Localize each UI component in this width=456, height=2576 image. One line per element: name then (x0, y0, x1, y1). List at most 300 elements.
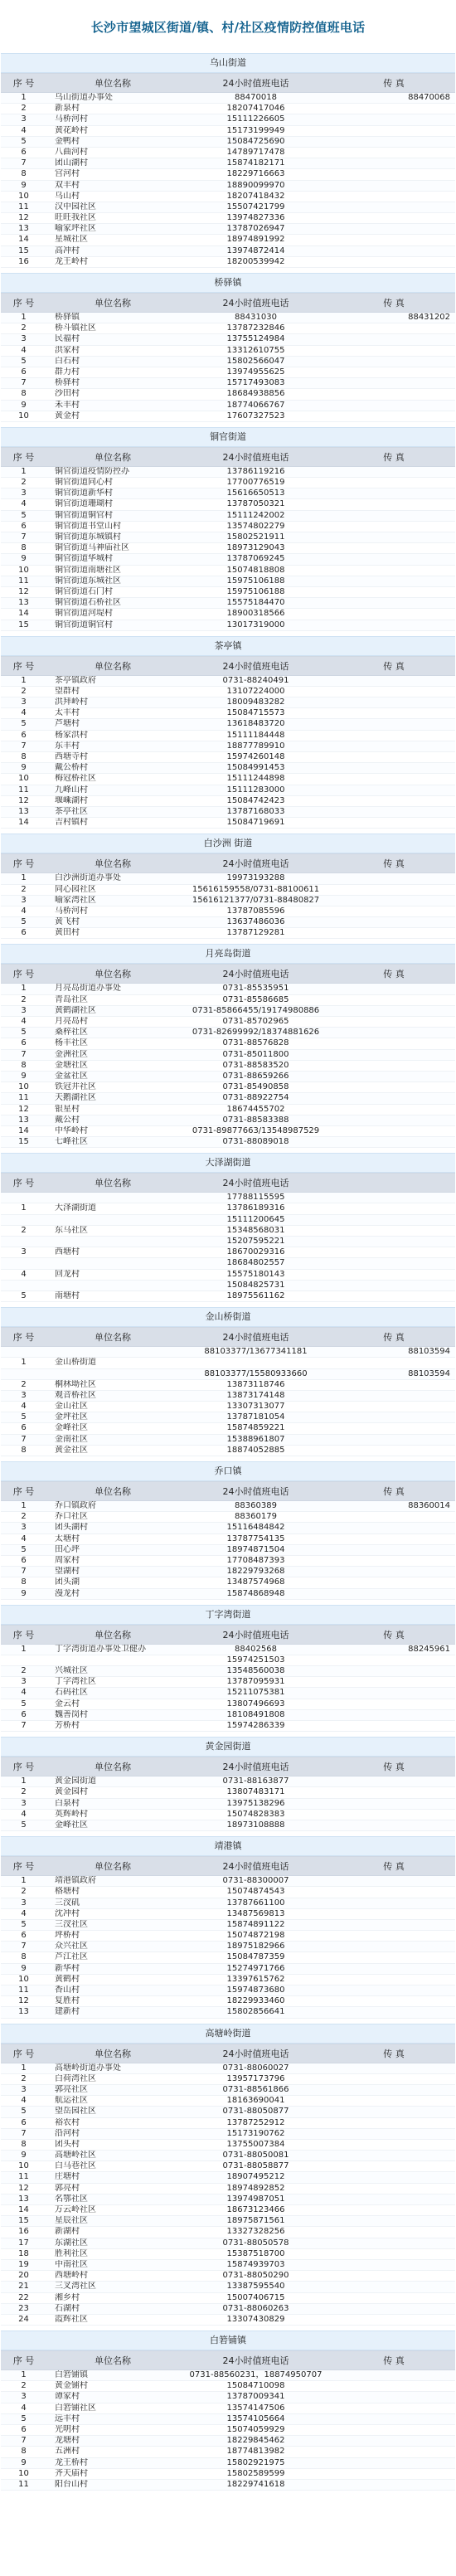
fax (332, 1964, 455, 1974)
unit-name: 芦江社区 (55, 1952, 88, 1962)
table-row (1, 1137, 455, 1148)
duty-phone: 15874859221 (226, 1423, 285, 1433)
row-index: 2 (21, 686, 27, 696)
row-index: 3 (21, 1523, 27, 1533)
fax (332, 873, 455, 883)
header-cell: 传 真 (383, 2048, 405, 2059)
duty-phone: 15974286339 (226, 1721, 285, 1730)
table-row (1, 2216, 455, 2227)
unit-name: 望湖村 (55, 1567, 80, 1577)
fax (332, 731, 455, 741)
unit-name: 兴城社区 (55, 1666, 88, 1676)
unit-name: 九峰山村 (55, 785, 88, 795)
section-title: 月亮岛街道 (1, 944, 455, 964)
table-row (1, 796, 455, 807)
unit-name (46, 1258, 179, 1268)
row-index: 3 (21, 1677, 27, 1687)
unit-name: 坪桥村 (55, 1931, 80, 1941)
table-header (1, 73, 455, 93)
unit-name: 宫河村 (55, 169, 80, 179)
row-index: 2 (21, 104, 27, 114)
table-row (1, 213, 455, 224)
table-body (1, 467, 455, 631)
table-row (1, 192, 455, 202)
duty-phone: 15111184448 (226, 730, 285, 740)
duty-phone: 15173199949 (226, 125, 285, 135)
unit-name: 金塘社区 (55, 1060, 88, 1070)
fax (332, 1898, 455, 1908)
fax (332, 2129, 455, 2139)
duty-phone: 15874182171 (226, 158, 285, 168)
unit-name: 霞辉社区 (55, 2314, 88, 2324)
table-row (1, 389, 455, 400)
table-row (1, 1193, 455, 1203)
table-row (1, 1645, 455, 1655)
table-row (1, 357, 455, 367)
unit-name: 新湖村 (55, 2227, 80, 2237)
fax (332, 1226, 455, 1236)
table-row (1, 620, 455, 631)
duty-phone: 18975182966 (226, 1942, 285, 1951)
row-index: 12 (18, 1104, 29, 1114)
table-row (1, 1050, 455, 1061)
duty-phone: 18200539942 (226, 256, 285, 266)
header-cell: 传 真 (383, 1762, 405, 1773)
row-index: 10 (18, 1082, 29, 1092)
duty-phone: 13957173796 (226, 2073, 285, 2083)
unit-name: 田心坪 (55, 1544, 80, 1554)
unit-name: 龙塘村 (55, 2436, 80, 2446)
duty-phone (179, 1358, 332, 1368)
duty-phone: 0731-85866455/19174980886 (192, 1005, 320, 1015)
fax (332, 554, 455, 564)
unit-name: 乔口社区 (55, 1512, 88, 1522)
header-cell: 序 号 (12, 1332, 35, 1344)
row-index: 13 (18, 806, 29, 816)
unit-name: 东马社区 (55, 1225, 88, 1235)
fax (332, 2216, 455, 2226)
row-index: 2 (21, 323, 27, 333)
table-row (1, 1501, 455, 1512)
unit-name: 胜利社区 (55, 2248, 88, 2258)
unit-name: 白箬铺社区 (55, 2403, 96, 2413)
fax (332, 620, 455, 630)
table-row (1, 2063, 455, 2074)
fax (332, 796, 455, 806)
duty-phone: 13873118746 (226, 1379, 285, 1389)
duty-phone: 13787095931 (226, 1677, 285, 1687)
row-index: 6 (21, 1555, 27, 1565)
table-row (1, 576, 455, 587)
unit-name: 复胜村 (55, 1996, 80, 2006)
section-block (1, 944, 455, 1153)
unit-name: 铜官街道马神庙社区 (55, 543, 129, 553)
duty-phone: 15874891122 (226, 1919, 285, 1929)
table-row (1, 1435, 455, 1446)
unit-name: 芦塘村 (55, 719, 80, 729)
table-row (1, 2151, 455, 2161)
section-block (1, 1461, 455, 1605)
table-row (1, 2194, 455, 2205)
header-cell: 传 真 (383, 1486, 405, 1497)
unit-name: 杨家洪村 (55, 730, 88, 740)
header-cell: 单位名称 (95, 1332, 131, 1344)
duty-phone: 13487569813 (226, 1908, 285, 1918)
unit-name: 金洲社区 (55, 1049, 88, 1059)
duty-phone: 15575180143 (226, 1269, 285, 1279)
row-index: 10 (18, 774, 29, 784)
fax (332, 2172, 455, 2182)
duty-phone: 15084715573 (226, 708, 285, 718)
fax (332, 1545, 455, 1555)
unit-name: 洪家村 (55, 345, 80, 355)
row-index: 13 (18, 2194, 29, 2204)
unit-name: 铜官街道同心村 (55, 478, 113, 488)
duty-phone: 15074874543 (226, 1887, 285, 1897)
table-row (1, 906, 455, 917)
duty-phone: 19973193288 (226, 873, 285, 883)
table-row (1, 2403, 455, 2414)
fax (332, 1820, 455, 1830)
duty-phone: 17788115595 (226, 1193, 285, 1203)
table-row (1, 763, 455, 774)
row-index: 2 (21, 884, 27, 894)
unit-name: 铜官街道东城社区 (55, 576, 121, 586)
duty-phone: 13548560038 (226, 1666, 285, 1676)
unit-name: 三汊矶 (55, 1898, 80, 1908)
table-row (1, 1369, 455, 1380)
header-cell: 序 号 (12, 1762, 35, 1773)
duty-phone: 15084991453 (226, 763, 285, 773)
duty-phone: 13637486036 (226, 917, 285, 927)
duty-phone: 13787050321 (226, 499, 285, 509)
duty-phone: 18774813982 (226, 2447, 285, 2457)
fax (332, 1799, 455, 1809)
table-row (1, 126, 455, 137)
row-index: 8 (21, 752, 27, 761)
table-row (1, 1203, 455, 1214)
table-header (1, 853, 455, 873)
duty-phone: 13307313077 (226, 1402, 285, 1412)
row-index: 7 (21, 378, 27, 388)
row-index: 10 (18, 411, 29, 420)
unit-name: 芳桥村 (55, 1721, 80, 1730)
row-index: 3 (21, 2392, 27, 2402)
duty-phone: 0731-82699992/18374881626 (192, 1028, 320, 1038)
section-gap (1, 2491, 455, 2496)
duty-phone: 15274971766 (226, 1963, 285, 1973)
unit-name: 铜官街道铜官村 (55, 510, 113, 520)
table-body (1, 2063, 455, 2326)
row-index: 1 (21, 1203, 27, 1213)
table-row (1, 114, 455, 125)
duty-phone: 0731-88163877 (222, 1776, 289, 1786)
fax (332, 1677, 455, 1687)
row-index: 2 (21, 478, 27, 488)
row-index: 3 (21, 114, 27, 124)
section-block (1, 1836, 455, 2023)
row-index: 12 (18, 1996, 29, 2006)
fax (332, 2458, 455, 2468)
row-index: 6 (21, 1038, 27, 1048)
table-row (1, 511, 455, 522)
section-title: 桥驿镇 (1, 273, 455, 293)
duty-phone: 0731-88050081 (222, 2151, 289, 2160)
unit-name: 铜官街道石桥社区 (55, 598, 121, 608)
table-header (1, 1856, 455, 1876)
row-index: 9 (21, 2457, 27, 2467)
row-index: 3 (21, 895, 27, 905)
fax (332, 543, 455, 553)
header-cell: 传 真 (383, 451, 405, 463)
unit-name: 裕农村 (55, 2117, 80, 2127)
unit-name: 铜官街道东城镇村 (55, 532, 121, 542)
table-row (1, 566, 455, 576)
header-cell: 单位名称 (95, 451, 131, 463)
row-index: 5 (21, 136, 27, 146)
fax (332, 137, 455, 147)
fax (332, 2260, 455, 2270)
header-cell: 传 真 (383, 78, 405, 89)
unit-name: 三叉湾社区 (55, 2282, 96, 2292)
header-cell: 序 号 (12, 2355, 35, 2367)
duty-phone: 18975871561 (226, 2216, 285, 2226)
row-index: 13 (18, 224, 29, 234)
duty-phone: 15802856641 (226, 2007, 285, 2017)
section-title: 高塘岭街道 (1, 2024, 455, 2044)
row-index: 9 (21, 1963, 27, 1973)
fax (332, 1126, 455, 1136)
unit-name: 戴公村 (55, 1115, 80, 1125)
row-index: 13 (18, 598, 29, 608)
section-title: 茶亭镇 (1, 636, 455, 656)
table-body (1, 313, 455, 422)
table-row (1, 1655, 455, 1666)
row-index: 15 (18, 1137, 29, 1147)
row-index: 5 (21, 356, 27, 366)
table-row (1, 1237, 455, 1247)
duty-phone: 13787026947 (226, 224, 285, 234)
duty-phone: 15802521911 (226, 532, 285, 542)
header-cell: 传 真 (383, 1332, 405, 1344)
section-block (1, 834, 455, 944)
header-cell: 24小时值班电话 (222, 78, 289, 89)
table-row (1, 1028, 455, 1038)
duty-phone: 0731-88576828 (222, 1038, 289, 1048)
fax (332, 752, 455, 762)
table-row (1, 93, 455, 104)
table-row (1, 1699, 455, 1710)
duty-phone: 18877789910 (226, 741, 285, 751)
duty-phone: 13873174148 (226, 1390, 285, 1400)
unit-name (46, 1369, 179, 1379)
fax (332, 2436, 455, 2446)
fax (332, 1589, 455, 1599)
row-index: 16 (18, 256, 29, 266)
duty-phone: 15616650513 (226, 488, 285, 498)
row-index: 5 (21, 1290, 27, 1300)
unit-name: 新华村 (55, 1963, 80, 1973)
table-body (1, 1776, 455, 1831)
duty-phone: 13786189316 (226, 1203, 285, 1213)
duty-phone: 13787168033 (226, 806, 285, 816)
fax (332, 1985, 455, 1995)
section-title: 白沙洲 街道 (1, 834, 455, 853)
duty-phone: 15111200645 (226, 1214, 285, 1224)
unit-name: 中南社区 (55, 2259, 88, 2269)
fax (332, 2140, 455, 2150)
duty-phone: 15802566047 (226, 356, 285, 366)
fax (332, 587, 455, 597)
fax (332, 2118, 455, 2128)
table-row (1, 1358, 455, 1368)
unit-name: 黄田村 (55, 928, 80, 938)
duty-phone: 18163690041 (226, 2096, 285, 2106)
table-row (1, 488, 455, 499)
row-index: 1 (21, 675, 27, 685)
fax (332, 1358, 455, 1368)
table-row (1, 598, 455, 609)
row-index: 20 (18, 2271, 29, 2281)
table-row (1, 1446, 455, 1456)
row-index: 5 (21, 1412, 27, 1422)
fax (332, 522, 455, 532)
table-row (1, 2304, 455, 2315)
row-index: 18 (18, 2248, 29, 2258)
table-row (1, 2074, 455, 2085)
duty-phone: 0731-88300007 (222, 1876, 289, 1886)
table-row (1, 1523, 455, 1533)
duty-phone: 13974987051 (226, 2194, 285, 2204)
fax: 88360014 (408, 1501, 450, 1510)
table-row (1, 1258, 455, 1269)
fax (332, 1556, 455, 1566)
fax (332, 2315, 455, 2325)
unit-name: 黄花岭村 (55, 125, 88, 135)
fax (332, 1237, 455, 1247)
unit-name: 金山社区 (55, 1402, 88, 1412)
row-index: 5 (21, 1820, 27, 1830)
table-body (1, 1501, 455, 1600)
unit-name: 西塘村 (55, 1247, 80, 1257)
duty-phone: 13574105664 (226, 2413, 285, 2423)
table-row (1, 2315, 455, 2326)
row-index: 7 (21, 1434, 27, 1444)
fax (332, 1534, 455, 1544)
fax (332, 104, 455, 114)
table-row (1, 2392, 455, 2403)
section-block (1, 1307, 455, 1461)
row-index: 6 (21, 1423, 27, 1433)
duty-phone: 18900318566 (226, 609, 285, 619)
fax (332, 2381, 455, 2391)
header-cell: 24小时值班电话 (222, 1486, 289, 1497)
unit-name: 金峰社区 (55, 1820, 88, 1830)
unit-name: 铜官街道书堂山村 (55, 521, 121, 531)
duty-phone: 18674455702 (226, 1104, 285, 1114)
fax (332, 1115, 455, 1125)
header-cell: 序 号 (12, 298, 35, 309)
table-row (1, 137, 455, 148)
duty-phone: 0731-88583520 (222, 1060, 289, 1070)
table-body (1, 1347, 455, 1456)
unit-name: 金坪社区 (55, 1412, 88, 1422)
fax (332, 2151, 455, 2160)
fax (332, 1787, 455, 1797)
table-row (1, 708, 455, 719)
duty-phone: 0731-85011800 (222, 1049, 289, 1059)
table-row (1, 873, 455, 884)
table-row (1, 2205, 455, 2216)
duty-phone: 15874939703 (226, 2259, 285, 2269)
unit-name: 洪拜岭村 (55, 697, 88, 707)
fax (332, 1710, 455, 1720)
table-row (1, 1909, 455, 1920)
duty-phone: 15007406715 (226, 2292, 285, 2302)
duty-phone: 88402568 (235, 1644, 277, 1654)
duty-phone: 0731-88583388 (222, 1115, 289, 1125)
fax (332, 1688, 455, 1698)
duty-phone: 13387595540 (226, 2282, 285, 2292)
duty-phone: 15074872198 (226, 1931, 285, 1941)
fax (332, 1446, 455, 1456)
header-cell: 传 真 (383, 1861, 405, 1873)
unit-name: 铜官街道珊瑚村 (55, 499, 113, 509)
table-body (1, 93, 455, 268)
duty-phone: 18009483282 (226, 697, 285, 707)
row-index: 11 (18, 576, 29, 586)
table-row (1, 2447, 455, 2457)
section-block (1, 1737, 455, 1836)
duty-phone: 15084742423 (226, 795, 285, 805)
duty-phone: 15111283000 (226, 785, 285, 795)
unit-name: 喻家湾社区 (55, 895, 96, 905)
unit-name: 靖港镇政府 (55, 1876, 96, 1886)
table-row (1, 1247, 455, 1258)
row-index: 1 (21, 1644, 27, 1654)
unit-name: 群力村 (55, 367, 80, 377)
fax (332, 2096, 455, 2106)
table-row (1, 1677, 455, 1688)
table-row (1, 522, 455, 532)
fax (332, 246, 455, 256)
unit-name: 黄金铺村 (55, 2381, 88, 2391)
table-row (1, 1931, 455, 1942)
row-index: 8 (21, 389, 27, 399)
duty-phone: 15111226605 (226, 114, 285, 124)
fax (332, 1776, 455, 1786)
duty-phone: 18229716663 (226, 169, 285, 179)
row-index: 4 (21, 1809, 27, 1819)
table-row (1, 1038, 455, 1049)
unit-name: 东湖社区 (55, 2238, 88, 2248)
duty-phone: 18673123466 (226, 2205, 285, 2214)
table-row (1, 1402, 455, 1412)
unit-name: 高塘岭社区 (55, 2151, 96, 2160)
fax (332, 2074, 455, 2084)
header-cell: 序 号 (12, 1629, 35, 1640)
unit-name: 阳台山村 (55, 2479, 88, 2489)
table-row (1, 2282, 455, 2292)
unit-name: 堰嵊湖村 (55, 795, 88, 805)
unit-name (46, 1215, 179, 1225)
table-row (1, 2414, 455, 2425)
duty-phone: 0731-88058877 (222, 2161, 289, 2171)
row-index: 3 (21, 1898, 27, 1908)
fax (332, 2107, 455, 2117)
duty-phone: 18207418432 (226, 191, 285, 201)
duty-phone: 15084825731 (226, 1280, 285, 1290)
